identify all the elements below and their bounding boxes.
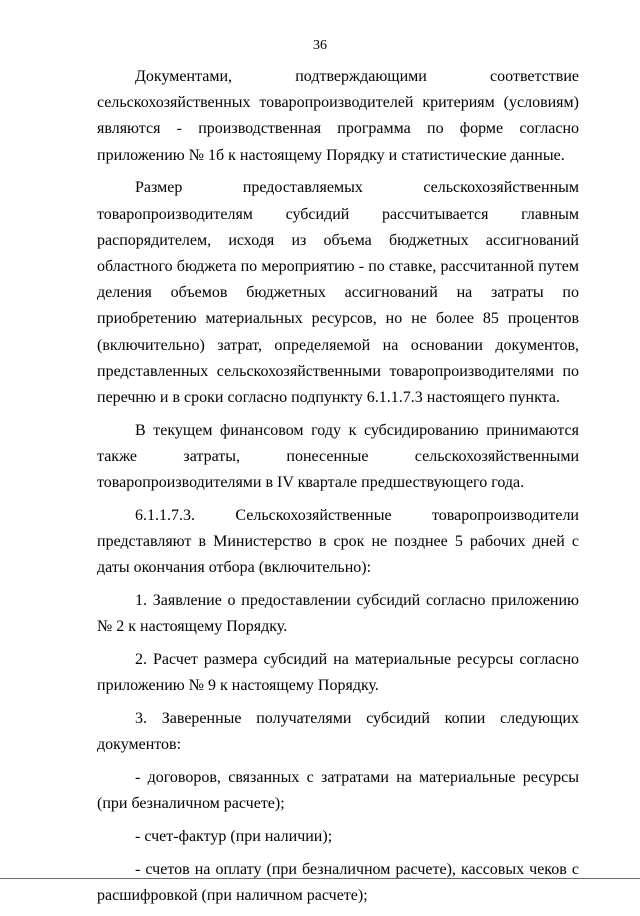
paragraph-6-1-1-7-3: 6.1.1.7.3. Сельскохозяйственные товаропроизводители представляют в Министерство в срок не позднее 5 рабочих дней с даты окончания отбора (включительно): <box>97 507 579 577</box>
list-item-invoices: - счет-фактур (при наличии); <box>135 828 333 846</box>
list-item-application: 1. Заявление о предоставлении субсидий согласно приложению № 2 к настоящему Порядку. <box>97 592 579 636</box>
list-item-bills-receipts: - счетов на оплату (при безналичном расчете), кассовых чеков с расшифровкой (при наличном расчете); <box>97 861 579 905</box>
paragraph-current-year-costs: В текущем финансовом году к субсидированию принимаются также затраты, понесенные сельскохозяйственными товаропроизводителями в IV квартале предшествующего года. <box>97 421 579 492</box>
page-bottom-divider <box>0 878 640 879</box>
list-item-certified-copies: 3. Заверенные получателями субсидий копии следующих документов: <box>97 710 579 754</box>
list-item-contracts: - договоров, связанных с затратами на материальные ресурсы (при безналичном расчете); <box>97 769 579 813</box>
paragraph-subsidy-size: Размер предоставляемых сельскохозяйственным товаропроизводителям субсидий рассчитывается главным распорядителем, исходя из объема бюджетных ассигнований областного бюджета по мероприятию - по ставке, рассчитанной путем деления объемов бюджетных ассигнований на затраты по приобретению материальных ресурсов, но не более 85 процентов (включительно) затрат, определяемой на основании документов, представленных сельскохозяйственными товаропроизводителями по перечню и в сроки согласно подпункту 6.1.1.7.3 настоящего пункта. <box>97 179 579 407</box>
document-body <box>97 64 579 916</box>
page-number: 36 <box>313 38 327 53</box>
list-item-calculation: 2. Расчет размера субсидий на материальные ресурсы согласно приложению № 9 к настоящему Порядку. <box>97 651 579 695</box>
paragraph-confirming-documents: Документами, подтверждающими соответствие сельскохозяйственных товаропроизводителей критериям (условиям) являются - производственная программа по форме согласно приложению № 1б к настоящему Порядку и статистические данные. <box>97 68 579 164</box>
